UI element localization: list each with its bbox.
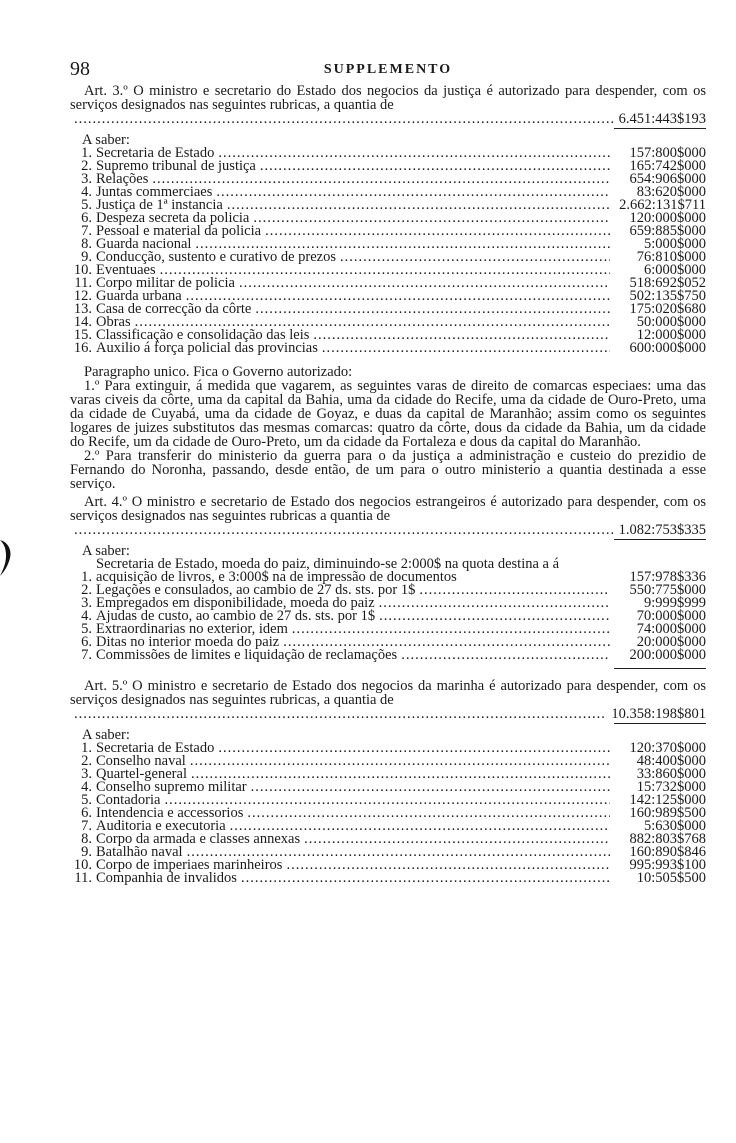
item-value: 157:978$336 bbox=[629, 569, 706, 585]
item-value: 175:020$680 bbox=[629, 301, 706, 317]
item-value: 5:630$000 bbox=[643, 818, 706, 834]
item-value: 882:803$768 bbox=[629, 831, 706, 847]
item-value: 200:000$000 bbox=[629, 647, 706, 663]
item-number: 9. bbox=[81, 844, 92, 860]
item-number: 7. bbox=[81, 647, 92, 663]
item-number: 1. bbox=[81, 145, 92, 161]
item-value: 157:800$000 bbox=[629, 145, 706, 161]
item-number: 5. bbox=[81, 197, 92, 213]
divider bbox=[614, 539, 706, 540]
paragrapho-unico bbox=[70, 365, 706, 491]
item-value: 518:692$052 bbox=[629, 275, 706, 291]
item-label: Quartel-general bbox=[96, 766, 187, 782]
item-value: 83:620$000 bbox=[636, 184, 706, 200]
art3-paragraph bbox=[70, 84, 706, 112]
item-number: 7. bbox=[81, 223, 92, 239]
item-label: Relações bbox=[96, 171, 149, 187]
item-number: 6. bbox=[81, 210, 92, 226]
list-item bbox=[70, 781, 706, 794]
item-number: 4. bbox=[81, 608, 92, 624]
item-value: 70:000$000 bbox=[636, 608, 706, 624]
item-value: 15:732$000 bbox=[636, 779, 706, 795]
item-label: Casa de correcção da côrte bbox=[96, 301, 252, 317]
paragrapho-intro: Paragrapho unico. Fica o Governo autorizado: bbox=[84, 364, 353, 380]
item-label: Juntas commerciaes bbox=[96, 184, 213, 200]
item-label: Secretaria de Estado bbox=[96, 145, 215, 161]
item-label: Justiça de 1ª instancia bbox=[96, 197, 223, 213]
list-item bbox=[70, 558, 706, 584]
item-value: 2.662:131$711 bbox=[619, 197, 706, 213]
list-item bbox=[70, 251, 706, 264]
item-label: Secretaria de Estado bbox=[96, 740, 215, 756]
page-header bbox=[70, 58, 706, 84]
page-number: 98 bbox=[70, 58, 90, 80]
paragrapho-item-1: 1.º Para extinguir, á medida que vagarem, as seguintes varas de direito de comarcas especiaes: uma das varas civeis da côrte, uma da capital da Bahia, uma da cidade do Recife, uma da cidade de Ouro-Preto, uma da cidade de Cuyabá, uma da cidade de Goyaz, e duas da capital de Maranhão; assim como os seguintes logares de juizes substitutos das mesmas comarcas: quatro da côrte, dous da cidade da Bahia, um da cidade do Recife, um da cidade de Ouro-Preto, um da cidade da Fortaleza e dous da capital do Maranhão. bbox=[70, 378, 706, 450]
item-label: Obras bbox=[96, 314, 131, 330]
item-number: 14. bbox=[73, 314, 92, 330]
item-number: 11. bbox=[74, 275, 92, 291]
item-label: Pessoal e material da policia bbox=[96, 223, 262, 239]
item-label: Guarda nacional bbox=[96, 236, 192, 252]
item-value: 120:000$000 bbox=[629, 210, 706, 226]
item-number: 2. bbox=[81, 582, 92, 598]
divider bbox=[614, 668, 706, 669]
item-value: 600:000$000 bbox=[629, 340, 706, 356]
art5-paragraph bbox=[70, 679, 706, 707]
item-label: Auxilio á força policial das provincias bbox=[96, 340, 318, 356]
item-value: 550:775$000 bbox=[629, 582, 706, 598]
item-number: 5. bbox=[81, 621, 92, 637]
item-value: 160:890$846 bbox=[629, 844, 706, 860]
item-label: Ajudas de custo, ao cambio de 27 ds. sts. por 1$ bbox=[96, 608, 376, 624]
item-number: 5. bbox=[81, 792, 92, 808]
item-number: 1. bbox=[81, 740, 92, 756]
item-label: Corpo militar de policia bbox=[96, 275, 235, 291]
item-label: Classificação e consolidação das leis bbox=[96, 327, 310, 343]
item-value: 74:000$000 bbox=[636, 621, 706, 637]
item-number: 6. bbox=[81, 634, 92, 650]
list-item bbox=[70, 303, 706, 316]
item-value: 165:742$000 bbox=[629, 158, 706, 174]
item-value: 654:906$000 bbox=[629, 171, 706, 187]
item-value: 6:000$000 bbox=[643, 262, 706, 278]
item-number: 2. bbox=[81, 753, 92, 769]
art3-total-line bbox=[70, 112, 706, 126]
item-label: Commissões de limites e liquidação de reclamações bbox=[96, 647, 398, 663]
art5-items bbox=[70, 742, 706, 885]
item-value: 160:989$500 bbox=[629, 805, 706, 821]
running-title: SUPPLEMENTO bbox=[323, 62, 453, 77]
item-number: 16. bbox=[73, 340, 92, 356]
art4-text: Art. 4.º O ministro e secretario de Estado dos negocios estrangeiros é autorizado para despender, com os serviços designados nas seguintes rubricas a quantia de bbox=[70, 494, 706, 524]
item-number: 8. bbox=[81, 831, 92, 847]
item-value: 120:370$000 bbox=[629, 740, 706, 756]
art3-a-saber: A saber: bbox=[82, 132, 130, 148]
item-number: 2. bbox=[81, 158, 92, 174]
item-number: 11. bbox=[74, 870, 92, 886]
list-item bbox=[70, 342, 706, 355]
list-item bbox=[70, 872, 706, 885]
item-label: Extraordinarias no exterior, idem bbox=[96, 621, 288, 637]
item-value: 48:400$000 bbox=[636, 753, 706, 769]
item-number: 4. bbox=[81, 184, 92, 200]
item-number: 10. bbox=[73, 262, 92, 278]
item-label: Eventuaes bbox=[96, 262, 156, 278]
item-value: 50:000$000 bbox=[636, 314, 706, 330]
item-label: Conducção, sustento e curativo de prezos bbox=[96, 249, 336, 265]
list-item bbox=[70, 160, 706, 173]
item-number: 13. bbox=[73, 301, 92, 317]
item-label: Empregados em disponibilidade, moeda do paiz bbox=[96, 595, 375, 611]
item-label: Contadoria bbox=[96, 792, 161, 808]
item-number: 15. bbox=[73, 327, 92, 343]
item-label: Corpo de imperiaes marinheiros bbox=[96, 857, 283, 873]
item-number: 3. bbox=[81, 171, 92, 187]
item-label: Intendencia e accessorios bbox=[96, 805, 244, 821]
item-value: 76:810$000 bbox=[636, 249, 706, 265]
margin-ink-mark bbox=[0, 538, 14, 578]
item-label: Secretaria de Estado, moeda do paiz, diminuindo-se 2:000$ na quota destina a á acquisição de livros, e 3:000$ na de impressão de documentos bbox=[96, 556, 560, 585]
art5-total-line bbox=[70, 707, 706, 721]
art5-total: 10.358:198$801 bbox=[611, 706, 706, 722]
item-value: 33:860$000 bbox=[636, 766, 706, 782]
art5-text: Art. 5.º O ministro e secretario de Estado dos negocios da marinha é autorizado para despender, com os serviços designados nas seguintes rubricas, a quantia de bbox=[70, 678, 706, 708]
art4-total: 1.082:753$335 bbox=[618, 522, 706, 538]
item-value: 142:125$000 bbox=[629, 792, 706, 808]
item-number: 9. bbox=[81, 249, 92, 265]
art4-paragraph bbox=[70, 495, 706, 523]
item-value: 12:000$000 bbox=[636, 327, 706, 343]
item-label: Legações e consulados, ao cambio de 27 ds. sts. por 1$ bbox=[96, 582, 416, 598]
art4-items bbox=[70, 558, 706, 662]
item-number: 4. bbox=[81, 779, 92, 795]
art4-total-line bbox=[70, 523, 706, 537]
item-label: Companhia de invalidos bbox=[96, 870, 237, 886]
art5-a-saber: A saber: bbox=[82, 727, 130, 743]
item-label: Ditas no interior moeda do paiz bbox=[96, 634, 280, 650]
art3-total: 6.451:443$193 bbox=[618, 111, 706, 127]
item-value: 5:000$000 bbox=[643, 236, 706, 252]
art4-a-saber: A saber: bbox=[82, 543, 130, 559]
document-page bbox=[70, 58, 706, 885]
item-value: 10:505$500 bbox=[636, 870, 706, 886]
item-label: Despeza secreta da policia bbox=[96, 210, 250, 226]
item-value: 659:885$000 bbox=[629, 223, 706, 239]
divider bbox=[614, 723, 706, 724]
item-value: 502:135$750 bbox=[629, 288, 706, 304]
item-number: 10. bbox=[73, 857, 92, 873]
list-item bbox=[70, 649, 706, 662]
item-label: Conselho supremo militar bbox=[96, 779, 247, 795]
art3-text: Art. 3.º O ministro e secretario do Estado dos negocios da justiça é autorizado para despender, com os serviços designados nas seguintes rubricas, a quantia de bbox=[70, 83, 706, 113]
item-label: Guarda urbana bbox=[96, 288, 182, 304]
item-number: 6. bbox=[81, 805, 92, 821]
item-number: 7. bbox=[81, 818, 92, 834]
art3-items bbox=[70, 147, 706, 355]
divider bbox=[614, 128, 706, 129]
item-label: Auditoria e executoria bbox=[96, 818, 226, 834]
item-number: 8. bbox=[81, 236, 92, 252]
paragrapho-item-2: 2.º Para transferir do ministerio da guerra para o da justiça a administração e custeio do prezidio de Fernando do Noronha, passando, desde então, de um para o outro ministerio a quantia destinada a esse serviço. bbox=[70, 448, 706, 492]
item-number: 3. bbox=[81, 595, 92, 611]
item-value: 9:999$999 bbox=[643, 595, 706, 611]
item-number: 3. bbox=[81, 766, 92, 782]
item-label: Batalhão naval bbox=[96, 844, 183, 860]
item-label: Supremo tribunal de justiça bbox=[96, 158, 256, 174]
item-number: 12. bbox=[73, 288, 92, 304]
item-value: 995:993$100 bbox=[629, 857, 706, 873]
item-label: Conselho naval bbox=[96, 753, 186, 769]
item-value: 20:000$000 bbox=[636, 634, 706, 650]
item-label: Corpo da armada e classes annexas bbox=[96, 831, 301, 847]
item-number: 1. bbox=[81, 569, 92, 585]
